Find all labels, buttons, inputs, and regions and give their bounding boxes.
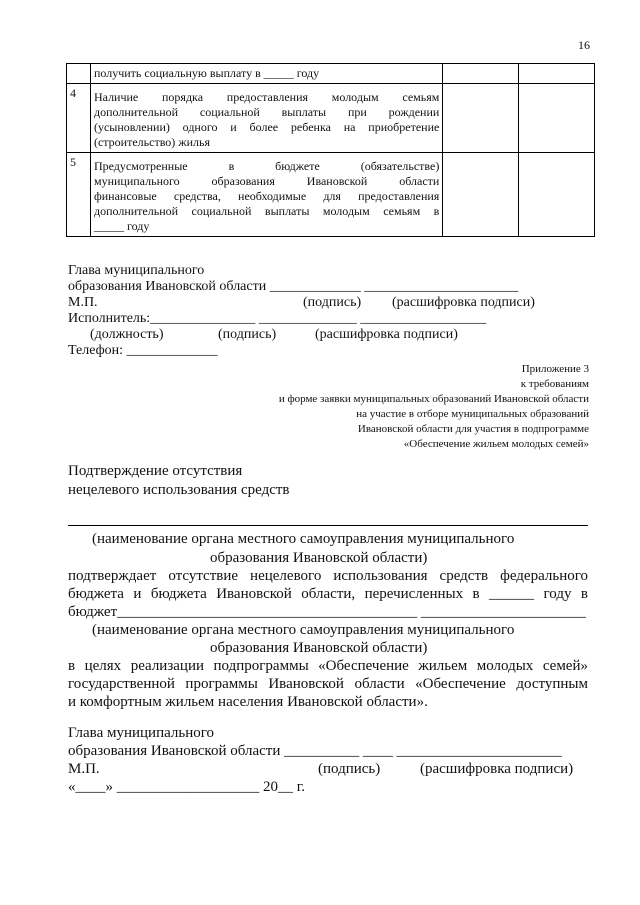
sig1-rasshifrovka: (расшифровка подписи) (392, 295, 535, 310)
criteria-table (66, 63, 595, 237)
document-heading: Подтверждение отсутствия (68, 463, 243, 479)
appendix-line: Ивановской области для участия в подпрограмме (357, 423, 589, 435)
table-cell (443, 153, 519, 237)
paragraph-line: бюджет________________________________________ ______________________ (68, 604, 586, 620)
document-heading: нецелевого использования средств (68, 482, 290, 498)
row-text (90, 64, 442, 84)
row-number: 4 (67, 84, 91, 153)
row-number (67, 64, 91, 84)
table-row (67, 153, 595, 237)
row-line: дополнительной социальной выплаты при рождении (93, 105, 440, 119)
row-text (90, 84, 442, 153)
paragraph-line: в целях реализации подпрограммы «Обеспечение жильем молодых семей» (68, 658, 588, 674)
paragraph-line: бюджета и бюджета Ивановской области, перечисленных в ______ году в (68, 586, 588, 602)
row-line: (усыновлении) одного и более ребенка на приобретение (93, 120, 440, 134)
table-cell (519, 84, 595, 153)
appendix-line: «Обеспечение жильем молодых семей» (403, 438, 589, 450)
table-cell (519, 153, 595, 237)
sig2-mp: М.П. (68, 761, 100, 777)
sig1-ispolnitel: Исполнитель:_______________ ______________ __________________ (68, 311, 487, 326)
page-number: 16 (578, 38, 590, 52)
table-cell (519, 64, 595, 84)
row-line: муниципального образования Ивановской области (93, 174, 440, 188)
sig1-podpis: (подпись) (303, 295, 362, 310)
row-line: получить социальную выплату в _____ году (93, 66, 320, 80)
sig2-title: Глава муниципального (68, 725, 215, 741)
paragraph-line: государственной программы Ивановской области «Обеспечение доступным (68, 676, 588, 692)
row-line: дополнительной социальной выплаты молодым семьям в (93, 204, 440, 218)
organ-caption: (наименование органа местного самоуправления муниципального (92, 531, 515, 547)
appendix-line: Приложение 3 (521, 363, 589, 375)
row-line: Предусмотренные в бюджете (обязательстве) (93, 159, 440, 173)
organ-caption: образования Ивановской области) (210, 640, 428, 656)
sig1-dolzhnost: (должность) (90, 327, 164, 342)
paragraph-line: подтверждает отсутствие нецелевого использования средств федерального (68, 568, 588, 584)
organ-caption: (наименование органа местного самоуправления муниципального (92, 622, 515, 638)
row-line: (строительство) жилья (93, 135, 210, 149)
appendix-line: и форме заявки муниципальных образований Ивановской области (278, 393, 589, 405)
table-row (67, 84, 595, 153)
organ-name-underline (68, 525, 588, 526)
sig1-podpis2: (подпись) (218, 327, 277, 342)
row-line: финансовые средства, необходимые для предоставления (93, 189, 440, 203)
row-text (90, 153, 442, 237)
appendix-line: к требованиям (520, 378, 589, 390)
sig1-organization-line: образования Ивановской области _____________ ______________________ (68, 279, 519, 294)
table-row (67, 64, 595, 84)
sig1-mp: М.П. (68, 295, 98, 310)
appendix-line: на участие в отборе муниципальных образований (356, 408, 589, 420)
sig2-rasshifrovka: (расшифровка подписи) (420, 761, 574, 777)
row-number: 5 (67, 153, 91, 237)
sig2-date: «____» ___________________ 20__ г. (68, 779, 305, 795)
sig1-title: Глава муниципального (68, 263, 205, 278)
sig2-organization-line: образования Ивановской области __________ ____ ______________________ (68, 743, 562, 759)
sig1-telefon: Телефон: _____________ (68, 343, 218, 358)
row-line: Наличие порядка предоставления молодым семьям (93, 90, 440, 104)
sig1-rasshifrovka2: (расшифровка подписи) (315, 327, 458, 342)
table-cell (443, 84, 519, 153)
row-line: _____ году (93, 219, 150, 233)
paragraph-line: и комфортным жильем населения Ивановской области». (68, 694, 428, 710)
table-cell (443, 64, 519, 84)
sig2-podpis: (подпись) (318, 761, 381, 777)
organ-caption: образования Ивановской области) (210, 550, 428, 566)
